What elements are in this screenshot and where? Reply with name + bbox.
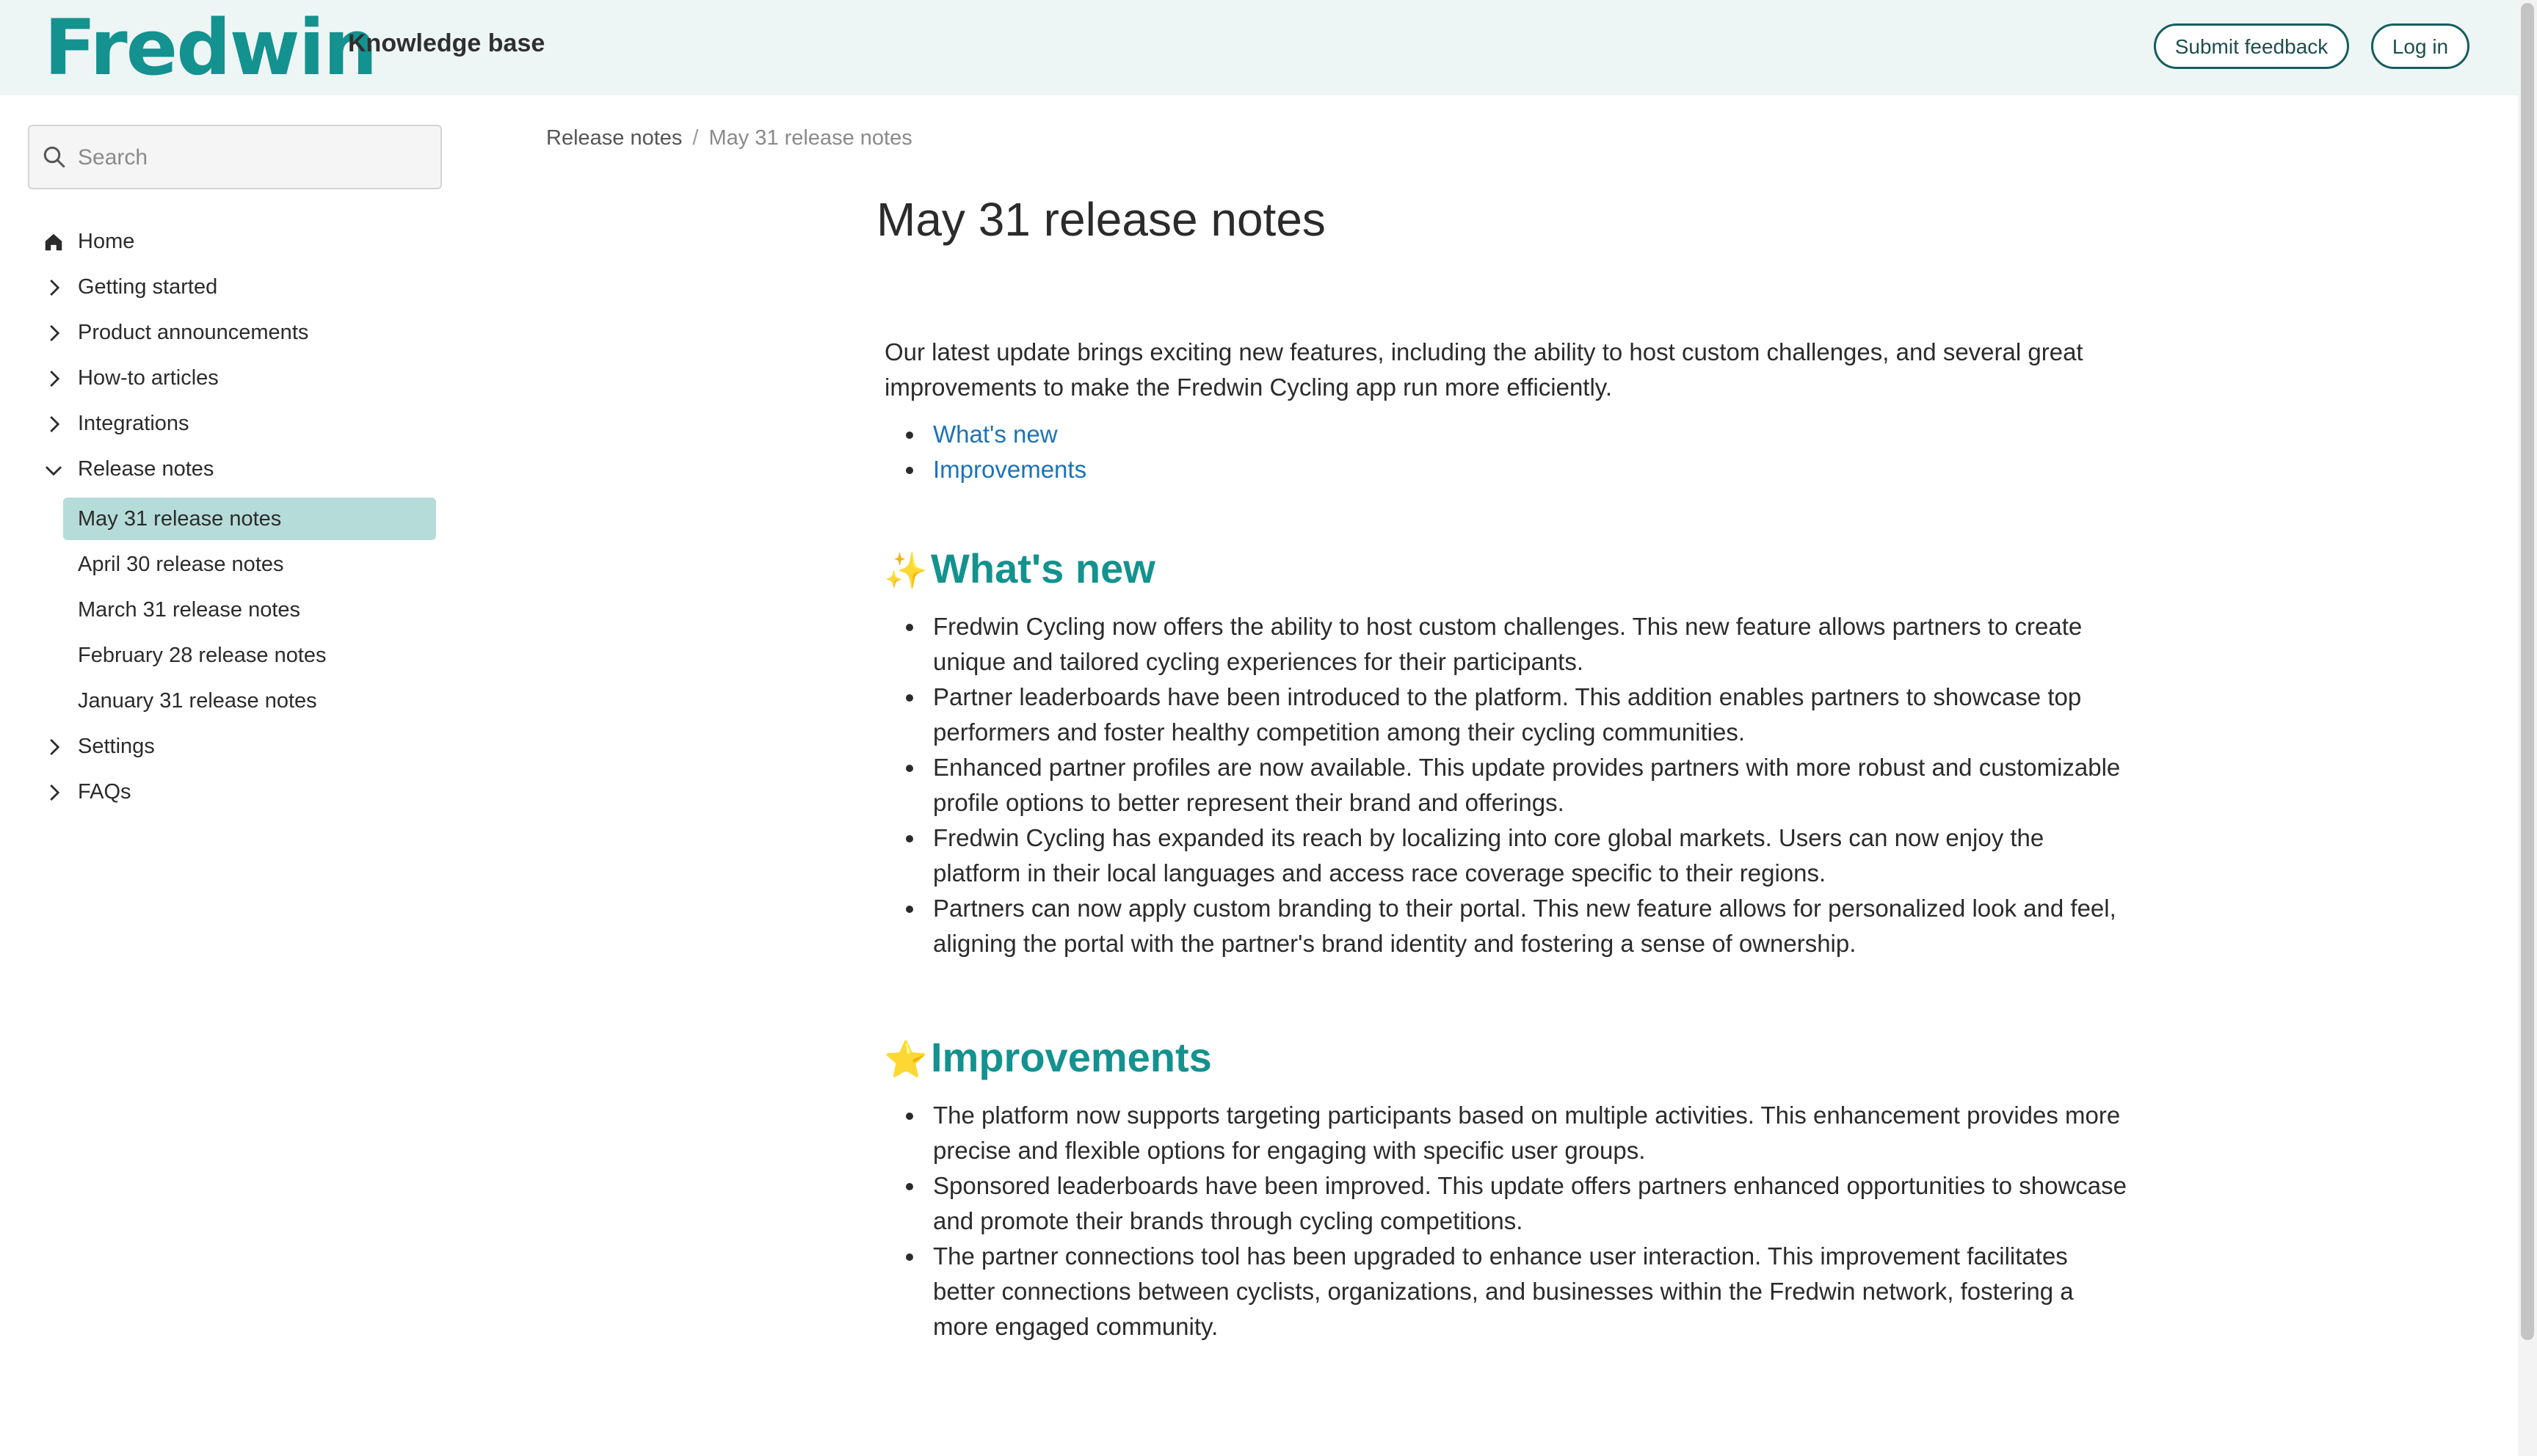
toc-link-improvements[interactable]: Improvements	[933, 456, 1087, 483]
search-box[interactable]	[28, 125, 442, 189]
sidebar-item-february-28-release-notes[interactable]	[0, 634, 440, 677]
section-heading-text: What's new	[931, 545, 1155, 592]
fredwin-logo[interactable]: Fredwin	[44, 3, 377, 92]
chevron-right-icon	[43, 736, 65, 758]
sidebar-item-label: How-to articles	[78, 366, 219, 390]
sidebar-item-settings[interactable]	[0, 725, 440, 768]
chevron-right-icon	[43, 413, 65, 435]
chevron-right-icon	[43, 782, 65, 804]
knowledge-base-label: Knowledge base	[348, 29, 545, 57]
chevron-right-icon	[43, 368, 65, 390]
search-icon	[41, 144, 68, 170]
sidebar-item-march-31-release-notes[interactable]	[0, 589, 440, 631]
page-title: May 31 release notes	[876, 193, 1326, 246]
improvements-list	[885, 1098, 2133, 1344]
scrollbar[interactable]	[2518, 0, 2537, 1456]
list-item: Fredwin Cycling now offers the ability to host custom challenges. This new feature allows partners to create unique and tailored cycling experiences for their participants.	[885, 609, 2133, 680]
chevron-right-icon	[43, 277, 65, 299]
search-input[interactable]	[76, 126, 432, 189]
list-item: Fredwin Cycling has expanded its reach by localizing into core global markets. Users can now enjoy the platform in their local languages and access race coverage specific to their regions.	[885, 820, 2133, 891]
sidebar-item-release-notes[interactable]	[0, 448, 440, 490]
whats-new-list	[885, 609, 2133, 961]
sidebar-item-home[interactable]	[0, 220, 440, 263]
sidebar-item-label: April 30 release notes	[78, 553, 284, 576]
list-item: The platform now supports targeting participants based on multiple activities. This enhancement provides more precise and flexible options for engaging with specific user groups.	[885, 1098, 2133, 1168]
sidebar-item-label: Product announcements	[78, 321, 309, 344]
sidebar-item-label: Settings	[78, 735, 155, 758]
sidebar-item-product-announcements[interactable]	[0, 311, 440, 354]
sidebar-item-faqs[interactable]	[0, 771, 440, 813]
sidebar-item-how-to-articles[interactable]	[0, 357, 440, 399]
sidebar-item-label: Release notes	[78, 457, 214, 481]
breadcrumb	[546, 126, 912, 150]
sidebar-item-label: May 31 release notes	[78, 507, 282, 531]
toc-link-whats-new[interactable]: What's new	[933, 421, 1058, 448]
section-heading-improvements	[884, 1033, 1212, 1081]
sidebar-item-getting-started[interactable]	[0, 266, 440, 308]
sidebar-item-integrations[interactable]	[0, 402, 440, 445]
sidebar-item-label: January 31 release notes	[78, 689, 317, 713]
breadcrumb-parent-link[interactable]: Release notes	[546, 126, 683, 150]
section-heading-whats-new	[884, 545, 1155, 592]
top-header	[0, 0, 2518, 95]
home-icon	[43, 231, 65, 253]
section-heading-text: Improvements	[931, 1034, 1212, 1080]
sidebar-item-label: FAQs	[78, 780, 131, 804]
sidebar-item-label: Home	[78, 230, 135, 253]
list-item: Sponsored leaderboards have been improved. This update offers partners enhanced opportunities to showcase and promote their brands through cycling competitions.	[885, 1168, 2133, 1239]
list-item: Enhanced partner profiles are now available. This update provides partners with more robust and customizable profile options to better represent their brand and offerings.	[885, 750, 2133, 820]
sidebar-item-april-30-release-notes[interactable]	[0, 543, 440, 586]
sidebar-item-january-31-release-notes[interactable]	[0, 680, 440, 722]
sidebar-item-may-31-release-notes[interactable]	[0, 498, 440, 540]
list-item: Partner leaderboards have been introduced to the platform. This addition enables partners to showcase top performers and foster healthy competition among their cycling communities.	[885, 680, 2133, 750]
list-item: The partner connections tool has been upgraded to enhance user interaction. This improvement facilitates better connections between cyclists, organizations, and businesses within the Fredwin network, fostering a more engaged community.	[885, 1239, 2133, 1344]
scrollbar-thumb[interactable]	[2521, 3, 2534, 1340]
sidebar-item-label: Integrations	[78, 412, 189, 435]
sparkles-icon: ✨	[884, 552, 928, 591]
toc-item	[885, 452, 2133, 487]
sidebar-item-label: March 31 release notes	[78, 598, 301, 622]
toc-item	[885, 417, 2133, 452]
list-item: Partners can now apply custom branding to their portal. This new feature allows for personalized look and feel, aligning the portal with the partner's brand identity and fostering a sense of ownership.	[885, 891, 2133, 961]
chevron-right-icon	[43, 322, 65, 344]
breadcrumb-current: May 31 release notes	[708, 126, 912, 150]
sidebar-item-label: February 28 release notes	[78, 644, 327, 667]
intro-paragraph: Our latest update brings exciting new features, including the ability to host custom challenges, and several great improvements to make the Fredwin Cycling app run more efficiently.	[885, 338, 2083, 401]
sidebar-item-label: Getting started	[78, 275, 218, 299]
table-of-contents	[885, 417, 2133, 487]
log-in-button[interactable]: Log in	[2371, 23, 2469, 69]
chevron-down-icon	[43, 459, 65, 481]
star-icon: ⭐	[884, 1041, 928, 1080]
submit-feedback-button[interactable]: Submit feedback	[2154, 23, 2349, 69]
breadcrumb-separator: /	[692, 126, 699, 150]
